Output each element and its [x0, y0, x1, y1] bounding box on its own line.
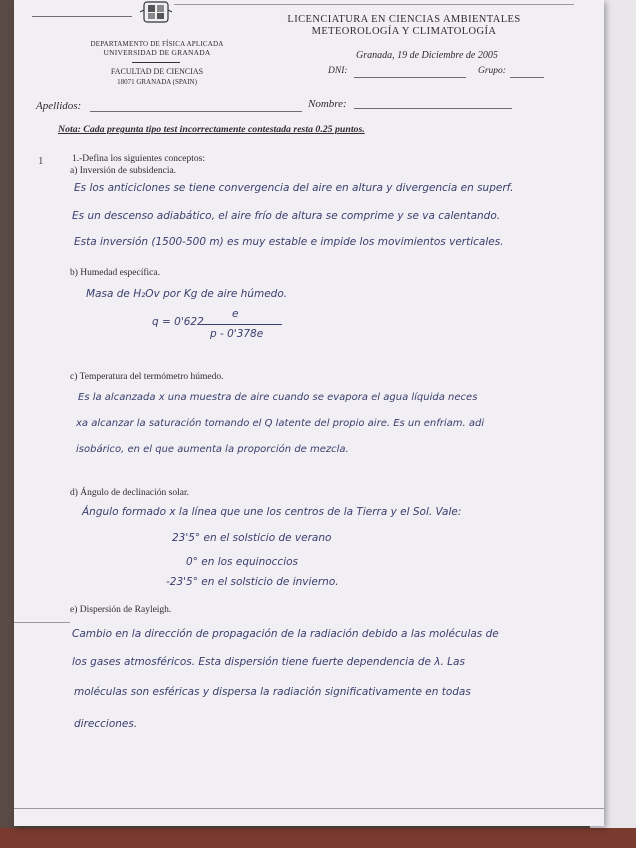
item-e-label: e) Dispersión de Rayleigh. [70, 605, 172, 615]
apellidos-field[interactable] [90, 111, 302, 112]
top-rule [174, 4, 574, 5]
item-c-label: c) Temperatura del termómetro húmedo. [70, 372, 224, 382]
formula-fraction-bar [200, 324, 282, 325]
course-title: METEOROLOGÍA Y CLIMATOLOGÍA [311, 26, 497, 37]
faculty-name: FACULTAD DE CIENCIAS [110, 67, 204, 76]
item-a-answer-line: Es los anticiclones se tiene convergencia del aire en altura y divergencia en superf. [74, 182, 514, 194]
question-prompt: 1.-Defina los siguientes conceptos: [72, 154, 205, 164]
formula-numerator: e [232, 308, 239, 320]
item-c-answer-line: xa alcanzar la saturación tomando el Q latente del propio aire. Es un enfriam. adi [76, 418, 485, 429]
margin-mark: 1 [38, 155, 44, 167]
item-d-answer-line: Ángulo formado x la línea que une los centros de la Tierra y el Sol. Vale: [82, 506, 462, 518]
item-e-answer-line: Cambio en la dirección de propagación de la radiación debido a las moléculas de [72, 628, 499, 640]
item-e-answer-line: direcciones. [74, 718, 138, 730]
dni-field[interactable] [354, 77, 466, 78]
grupo-field[interactable] [510, 77, 544, 78]
formula-denominator: p - 0'378e [210, 328, 264, 340]
university-name: UNIVERSIDAD DE GRANADA [103, 48, 211, 57]
item-b-answer-line: Masa de H₂Ov por Kg de aire húmedo. [86, 288, 288, 300]
item-b-label: b) Humedad específica. [70, 268, 160, 278]
top-rule-left [32, 16, 132, 17]
item-a-answer-line: Esta inversión (1500-500 m) es muy estable e impide los movimientos verticales. [74, 236, 504, 248]
formula-lhs: q = 0'622 [152, 316, 204, 328]
desk-surface [0, 828, 636, 848]
nombre-field[interactable] [354, 108, 512, 109]
apellidos-label: Apellidos: [36, 100, 82, 112]
item-e-answer-line: moléculas son esféricas y dispersa la radiación significativamente en todas [74, 686, 471, 698]
dni-label: DNI: [328, 66, 348, 76]
grupo-label: Grupo: [478, 66, 506, 76]
institution-divider [132, 62, 180, 63]
department-name: DEPARTAMENTO DE FÍSICA APLICADA [90, 40, 224, 48]
penalty-note: Nota: Cada pregunta tipo test incorrectamente contestada resta 0.25 puntos. [58, 124, 365, 135]
exam-sheet [14, 0, 604, 826]
item-a-label: a) Inversión de subsidencia. [70, 166, 177, 176]
item-d-answer-line: -23'5° en el solsticio de invierno. [166, 576, 339, 588]
item-c-answer-line: isobárico, en el que aumenta la proporción de mezcla. [76, 444, 349, 455]
exam-date: Granada, 19 de Diciembre de 2005 [356, 50, 498, 61]
nombre-label: Nombre: [308, 98, 347, 110]
university-crest-logo [138, 0, 174, 24]
item-d-answer-line: 0° en los equinoccios [186, 556, 299, 568]
section-divider [14, 622, 70, 623]
faculty-address: 18071 GRANADA (SPAIN) [117, 78, 197, 86]
item-d-label: d) Ángulo de declinación solar. [70, 488, 189, 498]
item-e-answer-line: los gases atmosféricos. Esta dispersión tiene fuerte dependencia de λ. Las [72, 656, 465, 668]
degree-title: LICENCIATURA EN CIENCIAS AMBIENTALES [287, 14, 521, 25]
bottom-rule [14, 808, 604, 809]
item-d-answer-line: 23'5° en el solsticio de verano [172, 532, 332, 544]
item-a-answer-line: Es un descenso adiabático, el aire frío de altura se comprime y se va calentando. [72, 210, 501, 222]
item-c-answer-line: Es la alcanzada x una muestra de aire cuando se evapora el agua líquida neces [78, 392, 478, 403]
